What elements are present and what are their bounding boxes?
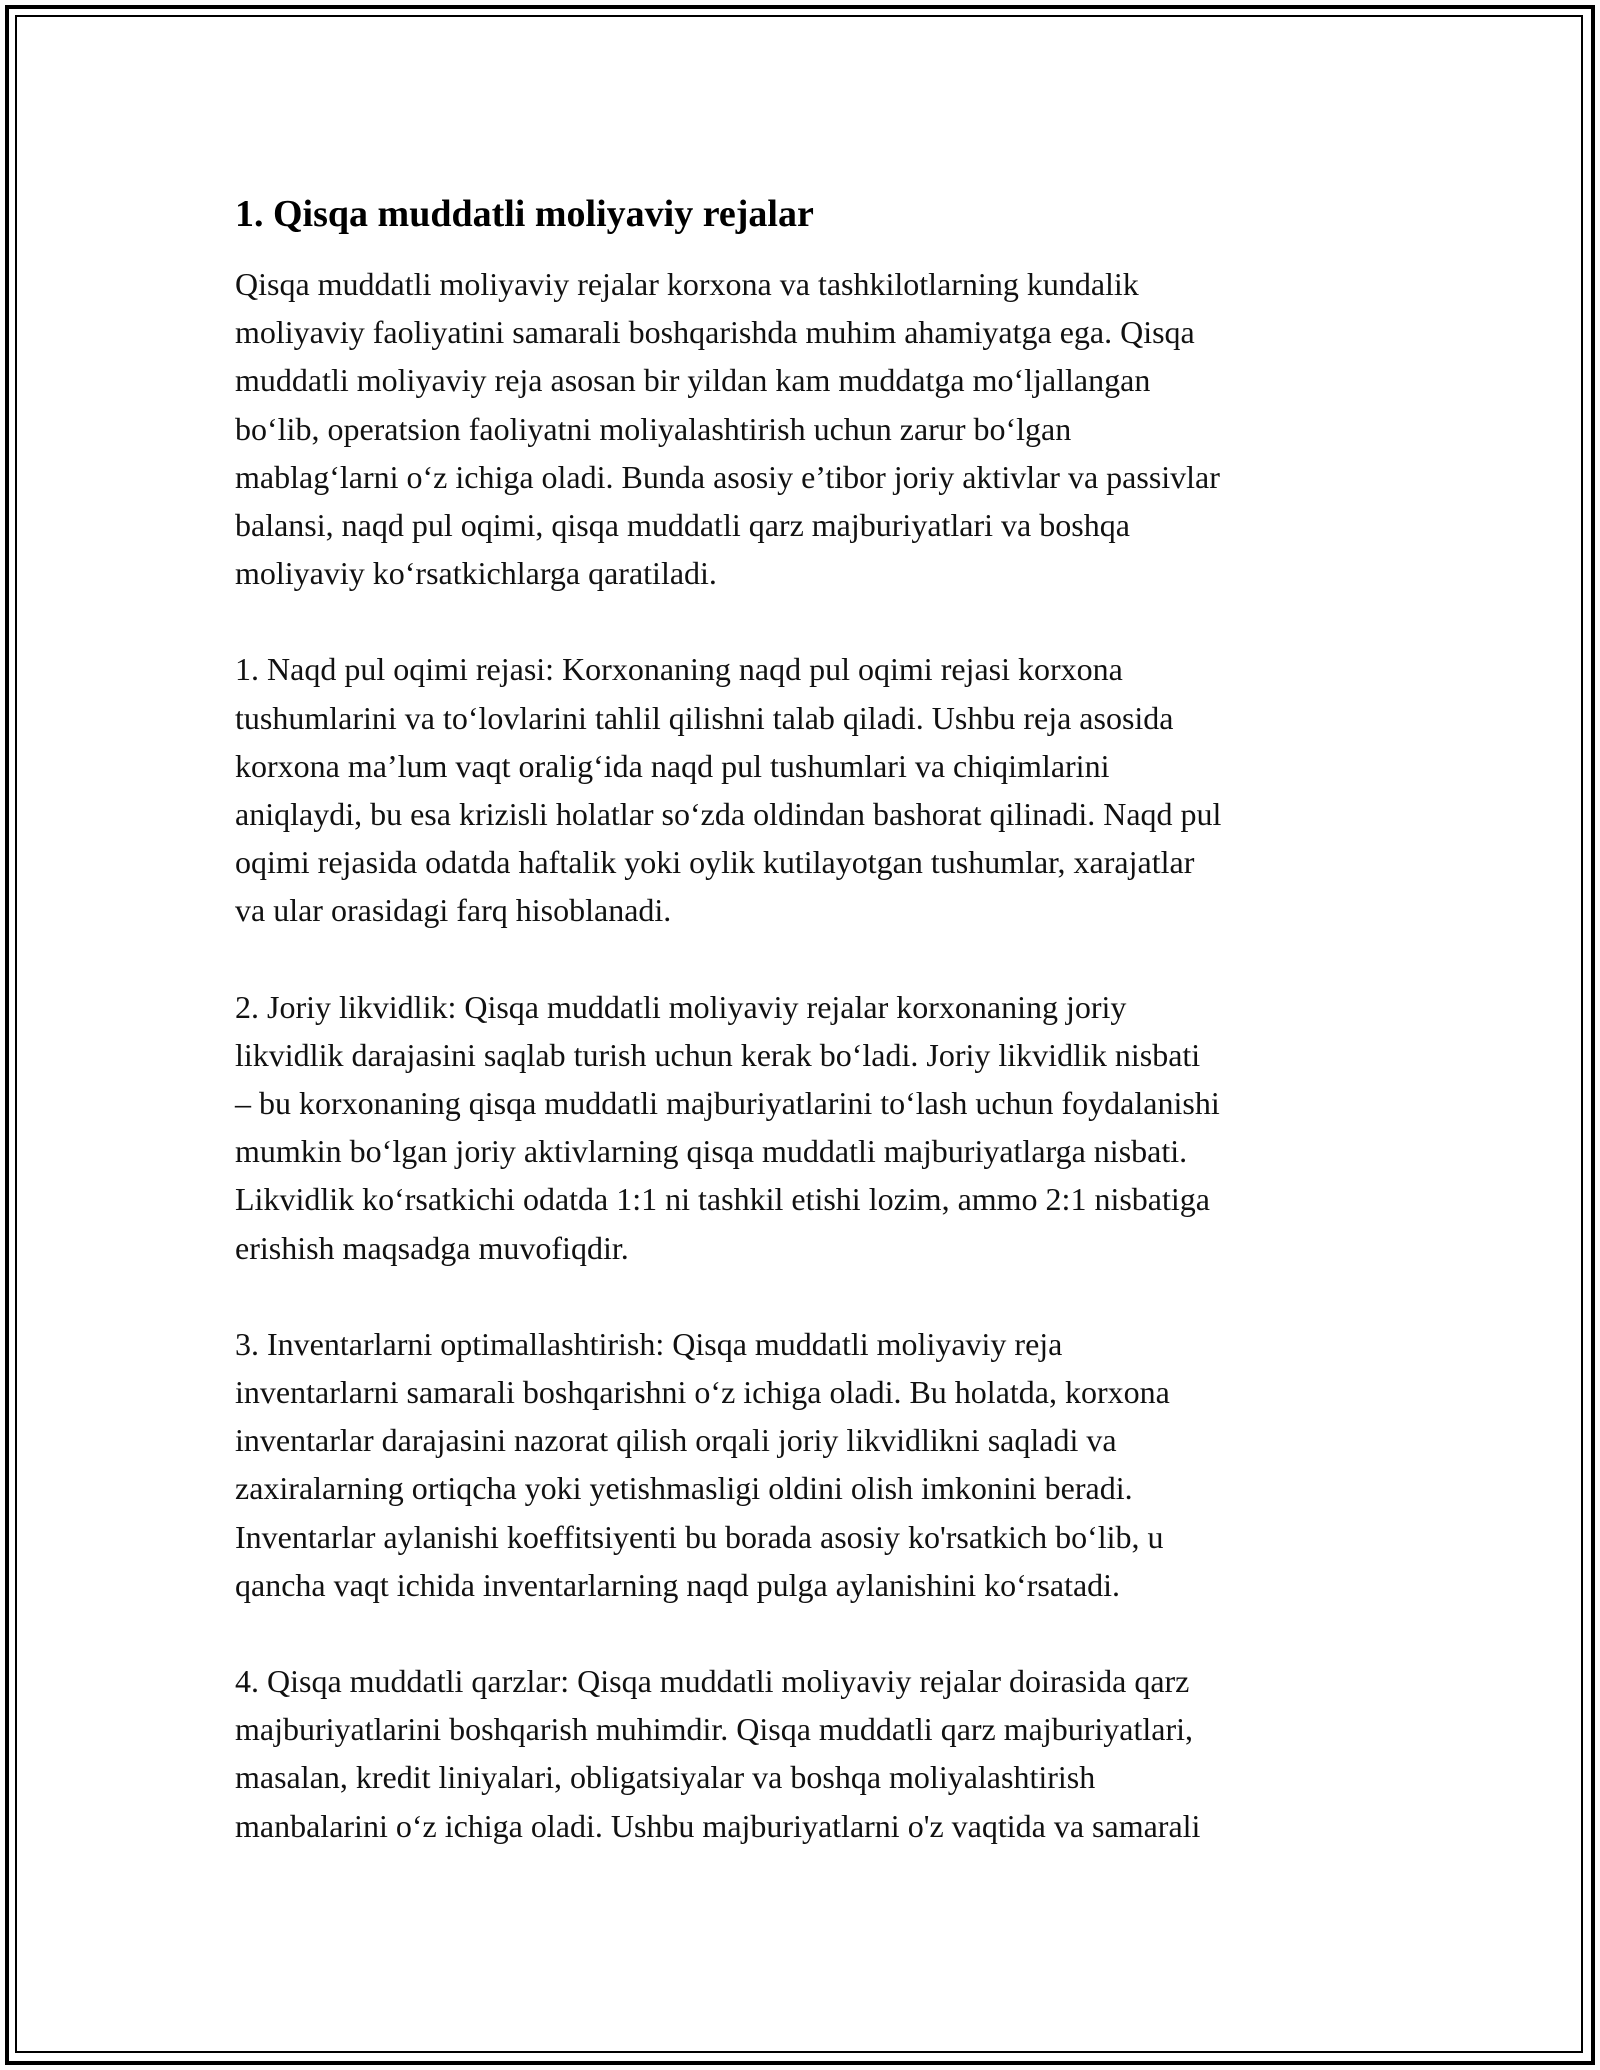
document-body [235,190,1375,1898]
inventory-optimization-paragraph: 3. Inventarlarni optimallashtirish: Qisqa muddatli moliyaviy reja inventarlarni samarali boshqarishni oʻz ichiga oladi. Bu holatda, korxona inventarlar darajasini nazorat qilish orqali joriy likvidlikni saqladi va zaxiralarning ortiqcha yoki yetishmasligi oldini olish imkonini beradi. Inventarlar aylanishi koeffitsiyenti bu borada asosiy ko'rsatkich boʻlib, u qancha vaqt ichida inventarlarning naqd pulga aylanishini koʻrsatadi. [235,1325,1170,1603]
cash-flow-plan-paragraph: 1. Naqd pul oqimi rejasi: Korxonaning naqd pul oqimi rejasi korxona tushumlarini va toʻlovlarini tahlil qilishni talab qiladi. Ushbu reja asosida korxona ma’lum vaqt oraligʻida naqd pul tushumlari va chiqimlarini aniqlaydi, bu esa krizisli holatlar soʻzda oldindan bashorat qilinadi. Naqd pul oqimi rejasida odatda haftalik yoki oylik kutilayotgan tushumlar, xarajatlar va ular orasidagi farq hisoblanadi. [235,651,1222,929]
short-term-loans-paragraph: 4. Qisqa muddatli qarzlar: Qisqa muddatli moliyaviy rejalar doirasida qarz majburiyatlarini boshqarish muhimdir. Qisqa muddatli qarz majburiyatlari, masalan, kredit liniyalari, obligatsiyalar va boshqa moliyalashtirish manbalarini oʻz ichiga oladi. Ushbu majburiyatlarni o'z vaqtida va samarali [235,1663,1201,1844]
current-liquidity-paragraph: 2. Joriy likvidlik: Qisqa muddatli moliyaviy rejalar korxonaning joriy likvidlik darajasini saqlab turish uchun kerak boʻladi. Joriy likvidlik nisbati – bu korxonaning qisqa muddatli majburiyatlarini toʻlash uchun foydalanishi mumkin boʻlgan joriy aktivlarning qisqa muddatli majburiyatlarga nisbati. Likvidlik koʻrsatkichi odatda 1:1 ni tashkil etishi lozim, ammo 2:1 nisbatiga erishish maqsadga muvofiqdir. [235,988,1220,1266]
intro-paragraph: Qisqa muddatli moliyaviy rejalar korxona va tashkilotlarning kundalik moliyaviy faoliyatini samarali boshqarishda muhim ahamiyatga ega. Qisqa muddatli moliyaviy reja asosan bir yildan kam muddatga moʻljallangan boʻlib, operatsion faoliyatni moliyalashtirish uchun zarur boʻlgan mablagʻlarni oʻz ichiga oladi. Bunda asosiy e’tibor joriy aktivlar va passivlar balansi, naqd pul oqimi, qisqa muddatli qarz majburiyatlari va boshqa moliyaviy koʻrsatkichlarga qaratiladi. [235,266,1220,592]
section-heading: 1. Qisqa muddatli moliyaviy rejalar [235,193,814,235]
